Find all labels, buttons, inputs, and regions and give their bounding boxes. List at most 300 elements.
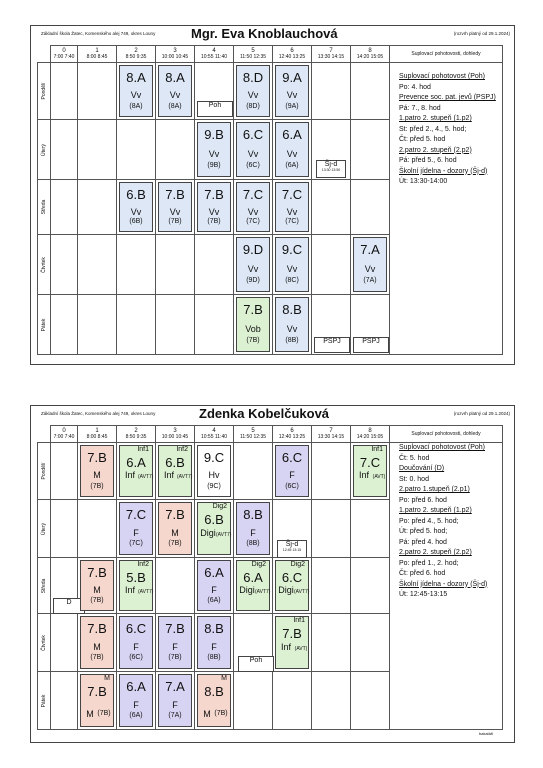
timetable-cell[interactable] bbox=[273, 180, 312, 235]
timetable-cell[interactable] bbox=[51, 672, 78, 730]
timetable-cell[interactable] bbox=[312, 235, 351, 295]
teacher-name: Zdenka Kobelčuková bbox=[199, 406, 330, 421]
class-name: 6.C bbox=[281, 570, 303, 585]
class-name: 6.C bbox=[125, 621, 147, 636]
timetable-cell[interactable] bbox=[273, 443, 312, 500]
timetable-cell[interactable] bbox=[117, 120, 156, 180]
period-time: 13:30 14:15 bbox=[317, 434, 345, 440]
room: (6A) bbox=[285, 162, 299, 169]
class-name: 7.A bbox=[165, 679, 185, 694]
duty-tag[interactable] bbox=[238, 656, 274, 672]
timetable-cell[interactable] bbox=[156, 558, 195, 614]
day-label bbox=[38, 672, 51, 730]
lesson-block[interactable] bbox=[353, 237, 387, 292]
supervision-heading: Suplovací pohotovost (Poh) bbox=[399, 73, 485, 80]
bakalari-logo: bakaláři bbox=[479, 731, 494, 736]
day-name: Pondělí bbox=[41, 462, 47, 480]
validity-note: (rozvrh platný od 29.1.2024) bbox=[453, 411, 510, 416]
subject: Vob bbox=[245, 324, 261, 334]
sheet-header bbox=[31, 406, 514, 424]
timetable-cell[interactable] bbox=[195, 63, 234, 120]
class-name: 6.B bbox=[204, 512, 224, 527]
lesson-block[interactable] bbox=[236, 297, 270, 352]
class-name: 7.A bbox=[360, 242, 380, 257]
period-time: 7:00 7:40 bbox=[53, 434, 75, 440]
lesson-block[interactable] bbox=[197, 674, 231, 727]
timetable-cell[interactable] bbox=[117, 180, 156, 235]
timetable-cell[interactable] bbox=[117, 295, 156, 355]
timetable-cell[interactable] bbox=[351, 672, 390, 730]
duty-tag[interactable] bbox=[197, 101, 233, 117]
room: (6C) bbox=[246, 162, 260, 169]
supervision-entry: Čt: před 5. hod bbox=[399, 136, 446, 143]
timetable-cell[interactable] bbox=[51, 63, 78, 120]
timetable-cell[interactable] bbox=[78, 500, 117, 558]
room: (7B) bbox=[214, 710, 228, 717]
timetable-cell[interactable] bbox=[78, 295, 117, 355]
timetable-cell[interactable] bbox=[312, 500, 351, 558]
period-number: 7 bbox=[329, 428, 333, 434]
timetable-cell[interactable] bbox=[78, 120, 117, 180]
class-name: 7.B bbox=[165, 621, 185, 636]
supervision-entry: Po: před 4., 5. hod; bbox=[399, 517, 459, 525]
timetable-cell[interactable] bbox=[273, 295, 312, 355]
supervision-entry: Čt: 5. hod bbox=[399, 454, 430, 462]
period-header bbox=[351, 46, 390, 63]
lesson-block[interactable] bbox=[119, 674, 153, 727]
subject: F bbox=[211, 585, 217, 595]
lesson-block[interactable] bbox=[275, 297, 309, 352]
lesson-block[interactable] bbox=[158, 674, 192, 727]
lesson-block[interactable] bbox=[119, 65, 153, 117]
timetable-cell[interactable] bbox=[51, 500, 78, 558]
class-name: 6.A bbox=[126, 679, 146, 694]
subject: Vv bbox=[247, 149, 259, 159]
school-name: Základní škola Žatec, Komenského alej 749, okres Louny bbox=[41, 31, 156, 36]
lesson-block[interactable] bbox=[275, 182, 309, 232]
period-number: 3 bbox=[173, 428, 177, 434]
subject: Inf bbox=[163, 470, 174, 480]
room: (9B) bbox=[207, 162, 221, 169]
timetable-cell[interactable] bbox=[156, 235, 195, 295]
period-time: 7:00 7:40 bbox=[53, 54, 75, 60]
period-number: 0 bbox=[62, 48, 66, 54]
timetable-cell[interactable] bbox=[156, 120, 195, 180]
timetable-cell[interactable] bbox=[195, 443, 234, 500]
room: (7B) bbox=[168, 654, 182, 661]
room: (AVT7) bbox=[138, 474, 154, 480]
timetable-cell[interactable] bbox=[195, 120, 234, 180]
timetable-cell[interactable] bbox=[273, 120, 312, 180]
duty-tag-label: Šj-d bbox=[324, 161, 338, 168]
timetable-cell[interactable] bbox=[117, 672, 156, 730]
room: (7C) bbox=[246, 218, 260, 225]
class-name: 7.B bbox=[87, 621, 107, 636]
group-label: Dig2 bbox=[212, 503, 227, 510]
sheet-header bbox=[31, 26, 514, 44]
timetable-cell[interactable] bbox=[51, 235, 78, 295]
timetable-cell[interactable] bbox=[234, 672, 273, 730]
subject: Inf bbox=[280, 642, 291, 652]
class-name: 7.B bbox=[87, 450, 107, 465]
room: (7B) bbox=[90, 654, 104, 661]
timetable-cell[interactable] bbox=[351, 443, 390, 500]
class-name: 6.A bbox=[204, 565, 224, 580]
timetable-cell[interactable] bbox=[78, 235, 117, 295]
duty-tag[interactable] bbox=[314, 337, 350, 353]
duty-tag-label: PSPJ bbox=[362, 338, 380, 345]
subject: M bbox=[203, 709, 211, 719]
room: (6A) bbox=[207, 597, 221, 604]
timetable-cell[interactable] bbox=[351, 558, 390, 614]
group-label: Inf1 bbox=[371, 446, 383, 453]
day-name: Úterý bbox=[41, 143, 47, 156]
lesson-block[interactable] bbox=[158, 616, 192, 669]
lesson-block[interactable] bbox=[119, 502, 153, 555]
supervision-entry: Út: 13:30-14:00 bbox=[399, 178, 448, 185]
timetable-cell[interactable] bbox=[273, 614, 312, 672]
room: (7C) bbox=[285, 218, 299, 225]
room: (9D) bbox=[246, 277, 260, 284]
subject: Vv bbox=[208, 149, 220, 159]
timetable-cell[interactable] bbox=[195, 672, 234, 730]
class-name: 7.B bbox=[87, 684, 107, 699]
class-name: 9.D bbox=[242, 242, 264, 257]
timetable-cell[interactable] bbox=[51, 614, 78, 672]
room: (8B) bbox=[246, 540, 260, 547]
corner bbox=[38, 46, 51, 63]
lesson-block[interactable] bbox=[197, 445, 231, 497]
lesson-block[interactable] bbox=[236, 237, 270, 292]
period-header bbox=[156, 46, 195, 63]
supervision-entry: St: 0. hod bbox=[399, 475, 429, 483]
timetable-cell[interactable] bbox=[117, 614, 156, 672]
lesson-block[interactable] bbox=[236, 182, 270, 232]
lesson-block[interactable] bbox=[275, 122, 309, 177]
timetable-cell[interactable] bbox=[156, 63, 195, 120]
timetable-cell[interactable] bbox=[351, 500, 390, 558]
supervision-heading: Suplovací pohotovost (Poh) bbox=[399, 444, 485, 451]
day-label bbox=[38, 63, 51, 120]
room: (7B) bbox=[168, 540, 182, 547]
subject: M bbox=[93, 470, 101, 480]
room: (7A) bbox=[363, 277, 377, 284]
room: (7B) bbox=[246, 337, 260, 344]
class-name: 7.B bbox=[165, 507, 185, 522]
timetable-cell[interactable] bbox=[195, 180, 234, 235]
period-time: 11:50 12:35 bbox=[239, 434, 267, 440]
timetable-cell[interactable] bbox=[156, 443, 195, 500]
room: (AVT7) bbox=[255, 589, 271, 595]
period-header bbox=[195, 46, 234, 63]
timetable-cell[interactable] bbox=[234, 443, 273, 500]
lesson-block[interactable] bbox=[353, 445, 387, 497]
class-name: 8.A bbox=[126, 70, 146, 85]
supervision-entry: Út: před 5. hod; bbox=[399, 528, 448, 535]
supervision-heading: 2.patro 2. stupeň (2.p2) bbox=[399, 549, 472, 556]
lesson-block[interactable] bbox=[197, 616, 231, 669]
group-label: Dig2 bbox=[290, 561, 305, 568]
period-time: 8:00 8:45 bbox=[86, 54, 108, 60]
lesson-block[interactable] bbox=[275, 65, 309, 117]
timetable-cell[interactable] bbox=[351, 235, 390, 295]
lesson-block[interactable] bbox=[275, 616, 309, 669]
subject: Vv bbox=[286, 90, 298, 100]
subject: Digi bbox=[200, 528, 216, 538]
subject: Digi bbox=[278, 585, 294, 595]
class-name: 8.B bbox=[282, 302, 302, 317]
class-name: 6.C bbox=[281, 450, 303, 465]
class-name: 7.B bbox=[282, 626, 302, 641]
period-header bbox=[51, 46, 78, 63]
supervision-entry: Pá: před 4. hod bbox=[399, 538, 447, 546]
duty-tag[interactable] bbox=[353, 337, 389, 353]
class-name: 7.C bbox=[281, 187, 303, 202]
timetable-cell[interactable] bbox=[195, 614, 234, 672]
timetable-cell[interactable] bbox=[117, 235, 156, 295]
class-name: 8.D bbox=[242, 70, 264, 85]
period-time: 14:20 15:05 bbox=[356, 54, 384, 60]
period-header bbox=[273, 426, 312, 443]
class-name: 7.C bbox=[125, 507, 147, 522]
supervision-entry: Pá: 7., 8. hod bbox=[399, 104, 441, 112]
subject: F bbox=[172, 700, 178, 710]
day-label bbox=[38, 614, 51, 672]
room: (AVT7) bbox=[294, 589, 310, 595]
day-name: Úterý bbox=[41, 522, 47, 535]
timetable-cell[interactable] bbox=[312, 180, 351, 235]
timetable-cell[interactable] bbox=[156, 614, 195, 672]
room: (8A) bbox=[168, 103, 182, 110]
duty-tag-label: Poh bbox=[208, 102, 222, 109]
timetable-cell[interactable] bbox=[273, 558, 312, 614]
timetable-cell[interactable] bbox=[195, 500, 234, 558]
period-number: 4 bbox=[212, 48, 216, 54]
period-time: 14:20 15:05 bbox=[356, 434, 384, 440]
lesson-block[interactable] bbox=[119, 182, 153, 232]
timetable-cell[interactable] bbox=[51, 180, 78, 235]
lesson-block[interactable] bbox=[119, 560, 153, 611]
lesson-block[interactable] bbox=[197, 122, 231, 177]
period-time: 12:40 13:25 bbox=[278, 54, 306, 60]
timetable-cell[interactable] bbox=[156, 180, 195, 235]
room: (9A) bbox=[285, 103, 299, 110]
timetable-cell[interactable] bbox=[117, 500, 156, 558]
timetable-cell[interactable] bbox=[234, 180, 273, 235]
timetable-cell[interactable] bbox=[351, 120, 390, 180]
day-name: Středa bbox=[41, 578, 47, 593]
timetable-cell[interactable] bbox=[78, 672, 117, 730]
period-time: 13:30 14:15 bbox=[317, 54, 345, 60]
timetable-cell[interactable] bbox=[234, 235, 273, 295]
room: (AVT) bbox=[294, 646, 308, 652]
lesson-block[interactable] bbox=[80, 674, 114, 727]
lesson-block[interactable] bbox=[236, 122, 270, 177]
duty-tag-time: 12:45 13:15 bbox=[282, 548, 302, 552]
class-name: 6.C bbox=[242, 127, 264, 142]
timetable-cell[interactable] bbox=[156, 295, 195, 355]
room: (8B) bbox=[207, 654, 221, 661]
lesson-block[interactable] bbox=[158, 182, 192, 232]
schedule-sheet-1 bbox=[30, 25, 515, 365]
period-time: 10:00 10:45 bbox=[161, 434, 189, 440]
timetable-cell[interactable] bbox=[273, 672, 312, 730]
class-name: 8.B bbox=[243, 507, 263, 522]
subject: Vv bbox=[286, 264, 298, 274]
timetable-cell[interactable] bbox=[312, 558, 351, 614]
timetable-cell[interactable] bbox=[51, 295, 78, 355]
class-name: 9.C bbox=[281, 242, 303, 257]
subject: Vv bbox=[286, 324, 298, 334]
room: (7B) bbox=[168, 218, 182, 225]
lesson-block[interactable] bbox=[80, 616, 114, 669]
lesson-block[interactable] bbox=[236, 65, 270, 117]
schedule-sheet-2 bbox=[30, 405, 515, 743]
lesson-block[interactable] bbox=[197, 182, 231, 232]
period-header bbox=[312, 46, 351, 63]
timetable-cell[interactable] bbox=[312, 63, 351, 120]
timetable-cell[interactable] bbox=[51, 443, 78, 500]
class-name: 7.B bbox=[87, 565, 107, 580]
class-name: 9.A bbox=[282, 70, 302, 85]
day-label bbox=[38, 295, 51, 355]
timetable-cell[interactable] bbox=[312, 614, 351, 672]
timetable-cell[interactable] bbox=[351, 180, 390, 235]
period-time: 8:00 8:45 bbox=[86, 434, 108, 440]
room: (AVT7) bbox=[216, 532, 232, 538]
period-number: 4 bbox=[212, 428, 216, 434]
room: (6C) bbox=[129, 654, 143, 661]
supervision-heading: 1.patro 2. stupeň (1.p2) bbox=[399, 507, 472, 514]
validity-note: (rozvrh platný od 29.1.2024) bbox=[453, 31, 510, 36]
timetable-cell[interactable] bbox=[195, 235, 234, 295]
period-number: 6 bbox=[290, 428, 294, 434]
supervision-notes bbox=[399, 72, 496, 188]
subject: Vv bbox=[247, 264, 259, 274]
group-label: M bbox=[221, 675, 227, 682]
timetable-cell[interactable] bbox=[273, 235, 312, 295]
timetable-cell[interactable] bbox=[273, 500, 312, 558]
duty-tag-label: Šj-d bbox=[285, 541, 299, 548]
subject: Vv bbox=[286, 149, 298, 159]
subject: F bbox=[172, 642, 178, 652]
day-name: Pátek bbox=[41, 318, 47, 331]
supervision-heading: 2.patro 1.stupeň (2.p1) bbox=[399, 486, 470, 493]
day-label bbox=[38, 180, 51, 235]
period-number: 5 bbox=[251, 48, 255, 54]
timetable-cell[interactable] bbox=[351, 295, 390, 355]
subject: F bbox=[133, 642, 139, 652]
timetable-cell[interactable] bbox=[234, 500, 273, 558]
day-name: Čtvrtek bbox=[41, 256, 47, 273]
timetable-cell[interactable] bbox=[234, 295, 273, 355]
timetable-cell[interactable] bbox=[78, 614, 117, 672]
room: (7B) bbox=[90, 597, 104, 604]
timetable-cell[interactable] bbox=[117, 558, 156, 614]
period-header bbox=[51, 426, 78, 443]
room: (7B) bbox=[90, 483, 104, 490]
duty-tag[interactable] bbox=[277, 540, 307, 558]
timetable-cell[interactable] bbox=[351, 63, 390, 120]
period-number: 1 bbox=[95, 428, 99, 434]
timetable-cell[interactable] bbox=[351, 614, 390, 672]
supervision-heading: Doučování (D) bbox=[399, 465, 445, 472]
timetable-cell[interactable] bbox=[312, 120, 351, 180]
day-label bbox=[38, 558, 51, 614]
lesson-block[interactable] bbox=[158, 445, 192, 497]
subject: F bbox=[133, 528, 139, 538]
lesson-block[interactable] bbox=[197, 502, 231, 555]
timetable-cell[interactable] bbox=[156, 672, 195, 730]
period-time: 8:50 9:35 bbox=[125, 434, 147, 440]
subject: Inf bbox=[124, 470, 135, 480]
room: (8A) bbox=[129, 103, 143, 110]
lesson-block[interactable] bbox=[275, 445, 309, 497]
subject: Digi bbox=[239, 585, 255, 595]
timetable-cell[interactable] bbox=[195, 295, 234, 355]
timetable-cell[interactable] bbox=[234, 63, 273, 120]
class-name: 7.B bbox=[204, 187, 224, 202]
period-number: 7 bbox=[329, 48, 333, 54]
duty-tag[interactable] bbox=[316, 160, 346, 178]
subject: F bbox=[250, 528, 256, 538]
room: (7A) bbox=[168, 712, 182, 719]
period-header bbox=[117, 426, 156, 443]
room: (6C) bbox=[285, 483, 299, 490]
supervision-heading: Školní jídelna - dozory (Šj-d) bbox=[399, 580, 488, 588]
timetable-cell[interactable] bbox=[312, 672, 351, 730]
supervision-header: Suplovací pohotovosti, dohledy bbox=[390, 46, 503, 63]
lesson-block[interactable] bbox=[236, 502, 270, 555]
class-name: 9.B bbox=[204, 127, 224, 142]
lesson-block[interactable] bbox=[119, 616, 153, 669]
class-name: 7.B bbox=[165, 187, 185, 202]
period-number: 3 bbox=[173, 48, 177, 54]
timetable-cell[interactable] bbox=[312, 295, 351, 355]
corner bbox=[38, 426, 51, 443]
period-time: 11:50 12:35 bbox=[239, 54, 267, 60]
supervision-entry: Čt: před 6. hod bbox=[399, 570, 446, 577]
day-name: Čtvrtek bbox=[41, 634, 47, 651]
group-label: Inf1 bbox=[293, 617, 305, 624]
group-label: Inf2 bbox=[137, 561, 149, 568]
period-number: 8 bbox=[368, 48, 372, 54]
supervision-notes bbox=[399, 443, 487, 601]
period-header bbox=[351, 426, 390, 443]
timetable-cell[interactable] bbox=[78, 63, 117, 120]
period-header bbox=[195, 426, 234, 443]
class-name: 7.C bbox=[242, 187, 264, 202]
class-name: 5.B bbox=[126, 570, 146, 585]
subject: Vv bbox=[130, 90, 142, 100]
room: (8C) bbox=[285, 277, 299, 284]
timetable-cell[interactable] bbox=[51, 558, 78, 614]
subject: Vv bbox=[169, 207, 181, 217]
lesson-block[interactable] bbox=[275, 560, 309, 611]
timetable-cell[interactable] bbox=[51, 120, 78, 180]
lesson-block[interactable] bbox=[158, 65, 192, 117]
room: (7B) bbox=[207, 218, 221, 225]
timetable-cell[interactable] bbox=[273, 63, 312, 120]
subject: Vv bbox=[169, 90, 181, 100]
timetable-cell[interactable] bbox=[117, 63, 156, 120]
lesson-block[interactable] bbox=[275, 237, 309, 292]
timetable-cell[interactable] bbox=[78, 180, 117, 235]
subject: Vv bbox=[247, 207, 259, 217]
timetable-cell[interactable] bbox=[234, 120, 273, 180]
class-name: 6.B bbox=[126, 187, 146, 202]
duty-tag-label: Poh bbox=[249, 657, 263, 664]
